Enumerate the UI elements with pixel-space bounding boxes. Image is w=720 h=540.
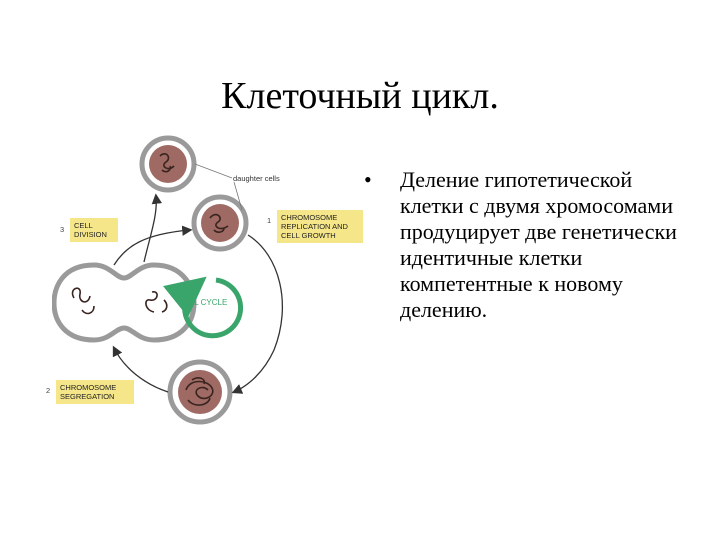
stage-1-box [277,210,363,243]
daughter-cells-label: daughter cells [233,174,280,183]
slide-title: Клеточный цикл. [221,75,499,117]
bullet-item [362,167,692,323]
stage-3-box [70,218,118,242]
stage-2-number: 2 [46,386,51,395]
stage-3-label: CELL DIVISION [74,221,107,239]
stage-1-label: CHROMOSOME REPLICATION AND CELL GROWTH [281,213,348,240]
bullet-list [362,167,692,323]
arrow-division-to-daughter-top [144,196,156,262]
daughter-pointer-top [195,164,232,178]
arrow-division-to-daughter [114,230,190,265]
stage-2-box [56,380,134,404]
cell-cycle-label: CELL CYCLE [178,298,228,307]
daughter-cell-top [142,138,194,190]
stage-2-label: CHROMOSOME SEGREGATION [60,383,117,401]
segregation-cell [170,362,230,422]
stage-3-number: 3 [60,225,65,234]
cell-cycle-diagram [46,130,372,430]
bullet-text: Деление гипотетической клетки с двумя хромосомами продуцирует две генетически идентичные клетки компетентные к новому делению. [400,167,677,322]
stage-1-number: 1 [267,216,272,225]
bullet-marker: • [364,167,372,192]
daughter-cell-g1 [194,197,246,249]
